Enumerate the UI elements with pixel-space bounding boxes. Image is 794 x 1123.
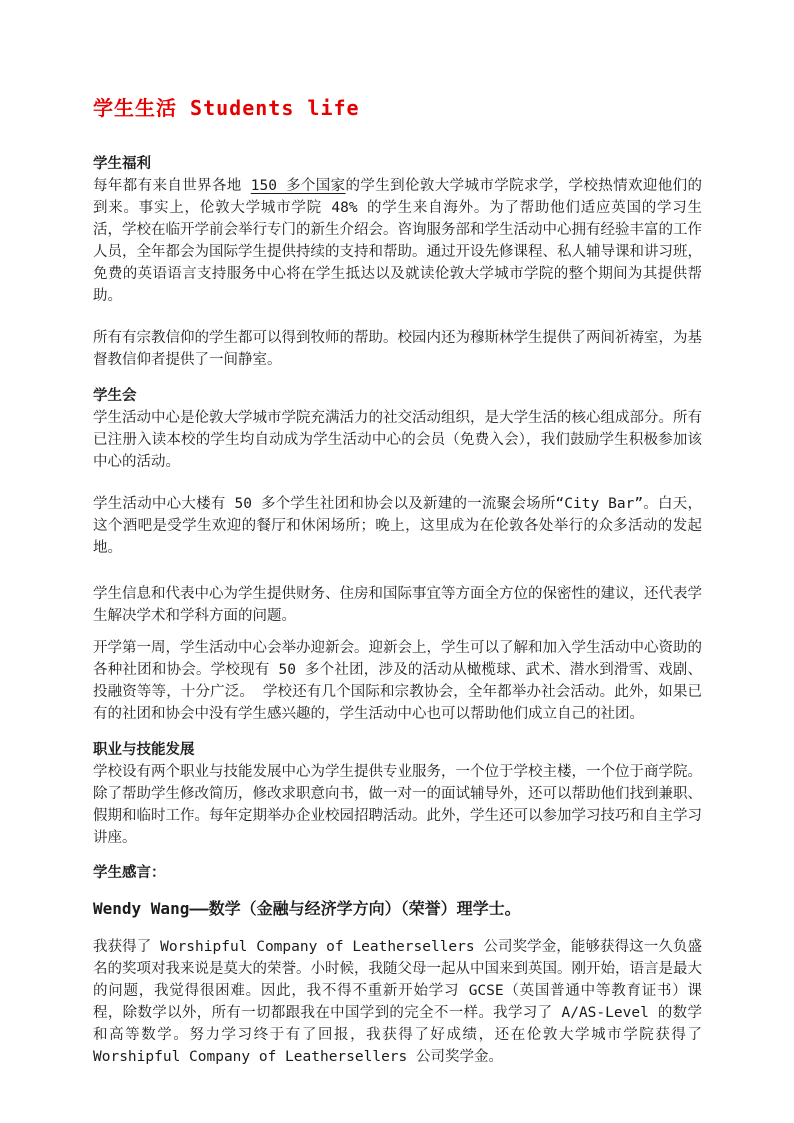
welfare-p1-text-after: 的学生到伦敦大学城市学院求学，学校热情欢迎他们的到来。事实上，伦敦大学城市学院 48% 的学生来自海外。为了帮助他们适应英国的学习生活，学校在临开学前会举行专门的新生介绍会。咨询服务部和学生活动中心拥有经验丰富的工作人员，全年都会为国际学生提供持续的支持和帮助。通过开设先修课程、私人辅导课和讲习班，免费的英语语言支持服务中心将在学生抵达以及就读伦敦大学城市学院的整个期间为其提供帮助。 <box>93 178 703 304</box>
underlined-countries-count: 150 多个国家 <box>250 178 346 194</box>
paragraph-union-3: 学生信息和代表中心为学生提供财务、住房和国际事宜等方面全方位的保密性的建议，还代表学生解决学术和学科方面的问题。 <box>93 586 702 624</box>
paragraph-welfare-2: 所有有宗教信仰的学生都可以得到牧师的帮助。校园内还为穆斯林学生提供了两间祈祷室，为基督教信仰者提供了一间静室。 <box>93 330 702 368</box>
section-heading-student-welfare: 学生福利 <box>93 156 151 172</box>
page-title: 学生生活 Students life <box>93 96 360 120</box>
welfare-p1-text-before: 每年都有来自世界各地 <box>93 178 251 194</box>
section-heading-career-skills: 职业与技能发展 <box>93 742 195 758</box>
paragraph-career-1: 学校设有两个职业与技能发展中心为学生提供专业服务，一个位于学校主楼，一个位于商学院。除了帮助学生修改简历，修改求职意向书，做一对一的面试辅导外，还可以帮助他们找到兼职、假期和临时工作。每年定期举办企业校园招聘活动。此外，学生还可以参加学习技巧和自主学习讲座。 <box>93 764 702 846</box>
paragraph-welfare-1 <box>93 175 702 307</box>
section-heading-student-union: 学生会 <box>93 388 137 404</box>
paragraph-union-2: 学生活动中心大楼有 50 多个学生社团和协会以及新建的一流聚会场所“City Bar”。白天，这个酒吧是受学生欢迎的餐厅和休闲场所；晚上，这里成为在伦敦各处举行的众多活动的发起地。 <box>93 496 702 556</box>
testimonial-student-degree-line: Wendy Wang——数学（金融与经济学方向）（荣誉）理学士。 <box>93 899 521 918</box>
paragraph-union-4: 开学第一周，学生活动中心会举办迎新会。迎新会上，学生可以了解和加入学生活动中心资助的各种社团和协会。学校现有 50 多个社团，涉及的活动从橄榄球、武术、潜水到滑雪、戏剧、投融资等等，十分广泛。 学校还有几个国际和宗教协会，全年都举办社会活动。此外，如果已有的社团和协会中没有学生感兴趣的，学生活动中心也可以帮助他们成立自己的社团。 <box>93 640 702 722</box>
paragraph-union-1: 学生活动中心是伦敦大学城市学院充满活力的社交活动组织，是大学生活的核心组成部分。所有已注册入读本校的学生均自动成为学生活动中心的会员（免费入会），我们鼓励学生积极参加该中心的活动。 <box>93 410 702 470</box>
section-heading-student-testimonial: 学生感言： <box>93 865 166 881</box>
paragraph-testimonial-1: 我获得了 Worshipful Company of Leathersellers 公司奖学金，能够获得这一久负盛名的奖项对我来说是莫大的荣誉。小时候，我随父母一起从中国来到英国。刚开始，语言是最大的问题，我觉得很困难。因此，我不得不重新开始学习 GCSE（英国普通中等教育证书）课程，除数学以外，所有一切都跟我在中国学到的完全不一样。我学习了 A/AS-Level 的数学和高等数学。努力学习终于有了回报，我获得了好成绩，还在伦敦大学城市学院获得了 Worshipful Company of Leathersellers 公司奖学金。 <box>93 939 702 1065</box>
